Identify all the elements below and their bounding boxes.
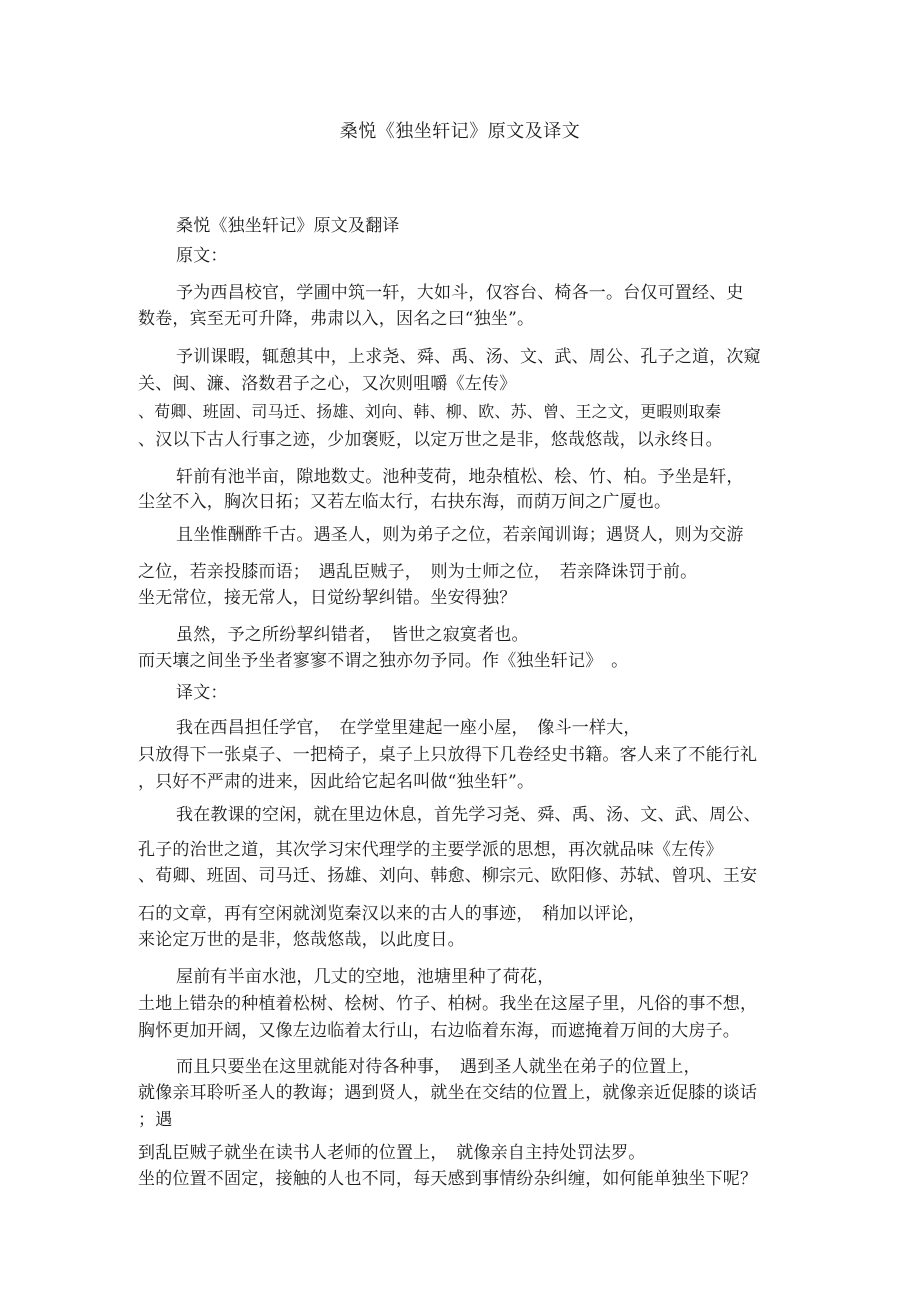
text-line: 坐无常位，接无常人，日觉纷挈纠错。坐安得独？	[138, 588, 517, 608]
text-line: 我在西昌担任学官， 在学堂里建起一座小屋， 像斗一样大，	[176, 718, 641, 738]
text-line: 予为西昌校官，学圃中筑一轩，大如斗，仅容台、椅各一。台仅可置经、史	[176, 283, 744, 303]
text-line: 屋前有半亩水池，几丈的空地，池塘里种了荷花，	[176, 967, 555, 987]
text-line: 数卷，宾至无可升降，弗肃以入，因名之曰“独坐”。	[138, 309, 535, 329]
text-line: 原文：	[176, 246, 228, 266]
text-line: 予训课暇，辄憩其中，上求尧、舜、禹、汤、文、武、周公、孔子之道，次窥	[176, 347, 761, 367]
text-line: 来论定万世的是非，悠哉悠哉，以此度日。	[138, 930, 465, 950]
text-line: 、荀卿、班固、司马迁、扬雄、刘向、韩愈、柳宗元、欧阳修、苏轼、曾巩、王安	[138, 866, 758, 886]
text-line: 而天壤之间坐予坐者寥寥不谓之独亦勿予同。作《独坐轩记》 。	[138, 651, 629, 671]
text-line: 关、闽、濂、洛数君子之心，又次则咀嚼《左传》	[138, 374, 517, 394]
text-line: 土地上错杂的种植着松树、桧树、竹子、柏树。我坐在这屋子里，凡俗的事不想，	[138, 994, 758, 1014]
text-line: 而且只要坐在这里就能对待各种事， 遇到圣人就坐在弟子的位置上，	[176, 1057, 701, 1077]
text-line: 、荀卿、班固、司马迁、扬雄、刘向、韩、柳、欧、苏、曾、王之文，更暇则取秦	[138, 402, 722, 421]
text-line: 且坐惟酬酢千古。遇圣人，则为弟子之位，若亲闻训诲；遇贤人，则为交游	[176, 525, 744, 545]
text-line: 胸怀更加开阔，又像左边临着太行山，右边临着东海，而遮掩着万间的大房子。	[138, 1021, 740, 1041]
text-line: 之位，若亲投膝而语； 遇乱臣贼子， 则为士师之位， 若亲降诛罚于前。	[138, 562, 698, 582]
text-line: 石的文章，再有空闲就浏览秦汉以来的古人的事迹， 稍加以评论，	[138, 904, 646, 924]
text-line: 就像亲耳聆听圣人的教诲；遇到贤人，就坐在交结的位置上，就像亲近促膝的谈话	[138, 1083, 758, 1103]
text-line: 我在教课的空闲，就在里边休息，首先学习尧、舜、禹、汤、文、武、周公、	[176, 805, 761, 825]
text-line: 到乱臣贼子就坐在读书人老师的位置上， 就像亲自主持处罚法罗。	[138, 1143, 646, 1163]
text-line: 虽然，予之所纷挈纠错者， 皆世之寂寞者也。	[176, 625, 529, 645]
text-line: 、汉以下古人行事之迹，少加褒贬，以定万世之是非，悠哉悠哉，以永终日。	[138, 430, 723, 450]
text-line: ；遇	[138, 1110, 173, 1130]
text-line: 轩前有池半亩，隙地数丈。池种芰荷，地杂植松、桧、竹、柏。予坐是轩，	[176, 467, 744, 487]
text-line: 译文：	[176, 683, 228, 703]
document-title: 桑悦《独坐轩记》原文及译文	[339, 121, 581, 142]
text-line: 孔子的治世之道，其次学习宋代理学的主要学派的思想，再次就品味《左传》	[138, 840, 723, 860]
text-line: 坐的位置不固定，接触的人也不同，每天感到事情纷杂纠缠，如何能单独坐下呢？	[138, 1169, 758, 1189]
text-line: 尘坌不入，胸次日拓；又若左临太行，右抉东海，而荫万间之广厦也。	[138, 492, 672, 512]
text-line: ，只好不严肃的进来，因此给它起名叫做“独坐轩”。	[138, 772, 535, 792]
text-line: 只放得下一张桌子、一把椅子，桌子上只放得下几卷经史书籍。客人来了不能行礼	[138, 745, 758, 765]
text-line: 桑悦《独坐轩记》原文及翻译	[176, 216, 400, 236]
